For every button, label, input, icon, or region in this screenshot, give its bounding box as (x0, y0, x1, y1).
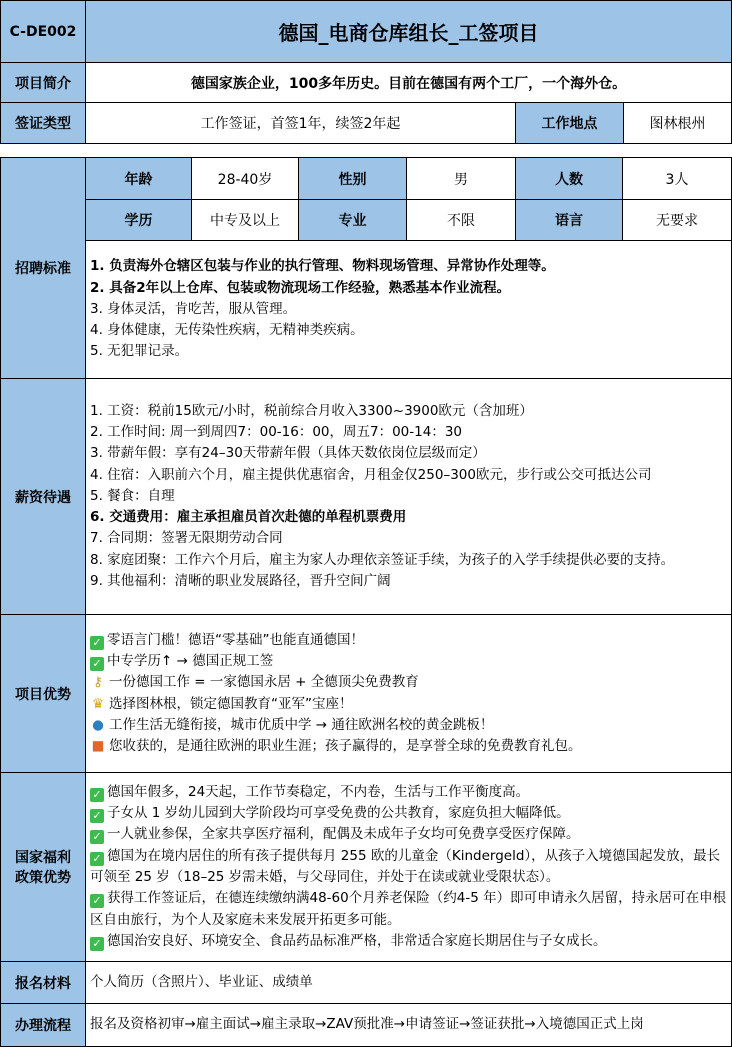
materials-label: 报名材料 (1, 962, 86, 1004)
salary-label: 薪资待遇 (1, 379, 86, 615)
major-value: 不限 (407, 200, 516, 241)
welfare-item: ✓ 子女从 1 岁幼儿园到大学阶段均可享受免费的公共教育，家庭负担大幅降低。 (90, 803, 731, 824)
edu-value: 中专及以上 (192, 200, 299, 241)
project-code: C-DE002 (1, 1, 86, 63)
check-icon: ✓ (90, 830, 104, 844)
welfare-item: ✓ 获得工作签证后，在德连续缴纳满48-60个月养老保险（约4-5 年）即可申请永久居留，持永居可在申根区自由旅行，为个人及家庭未来发展开拓更多可能。 (90, 890, 727, 928)
salary-line: 7. 合同期：签署无限期劳动合同 (90, 530, 283, 547)
recruit-requirements (86, 241, 732, 379)
gender-value: 男 (407, 158, 516, 200)
check-icon: ✓ (90, 788, 104, 802)
check-icon: ✓ (90, 852, 104, 866)
salary-line: 5. 餐食：自理 (90, 487, 175, 504)
recruit-line: 2. 具备2年以上仓库、包装或物流现场工作经验，熟悉基本作业流程。 (90, 279, 511, 296)
salary-line: 4. 住宿：入职前六个月，雇主提供优惠宿舍，月租金仅250–300欧元，步行或公交可抵达公司 (90, 466, 652, 483)
process-value: 报名及资格初审→雇主面试→雇主录取→ZAV预批准→申请签证→签证获批→入境德国正式上岗 (86, 1004, 732, 1047)
check-icon: ✓ (90, 636, 104, 650)
key-icon: ⚷ (93, 674, 103, 691)
count-value: 3人 (623, 158, 732, 200)
advantage-item: ✓ 中专学历↑ → 德国正规工签 (90, 651, 731, 672)
gender-label: 性别 (299, 158, 407, 200)
advantage-item: ■ 您收获的，是通往欧洲的职业生涯；孩子赢得的，是享誉全球的免费教育礼包。 (90, 736, 731, 757)
salary-line: 6. 交通费用：雇主承担雇员首次赴德的单程机票费用 (90, 509, 407, 526)
materials-value: 个人简历（含照片）、毕业证、成绩单 (86, 962, 732, 1004)
check-icon: ✓ (90, 937, 104, 951)
count-label: 人数 (516, 158, 623, 200)
salary-line: 8. 家庭团聚：工作六个月后，雇主为家人办理依亲签证手续，为孩子的入学手续提供必要的支持。 (90, 551, 675, 568)
major-label: 专业 (299, 200, 407, 241)
lang-label: 语言 (516, 200, 623, 241)
salary-line: 1. 工资：税前15欧元/小时，税前综合月收入3300~3900欧元（含加班） (90, 402, 533, 419)
location-value: 图林根州 (624, 103, 732, 144)
salary-details (86, 379, 732, 615)
lang-value: 无要求 (623, 200, 732, 241)
salary-line: 3. 带薪年假：享有24–30天带薪年假（具体天数依岗位层级而定） (90, 445, 486, 462)
welfare-item: ✓ 德国年假多，24天起，工作节奏稳定，不内卷，生活与工作平衡度高。 (90, 782, 731, 803)
gift-icon: ■ (91, 738, 105, 755)
age-value: 28-40岁 (192, 158, 299, 200)
process-label: 办理流程 (1, 1004, 86, 1047)
welfare-item: ✓ 德国为在境内居住的所有孩子提供每月 255 欧的儿童金（Kindergeld），从孩子入境德国起发放，最长可领至 25 岁（18–25 岁需未婚，与父母同住，并处于在读或就业受限状态）。 (90, 847, 721, 885)
edu-label: 学历 (86, 200, 192, 241)
header-table (0, 0, 732, 144)
salary-line: 9. 其他福利：清晰的职业发展路径，晋升空间广阔 (90, 573, 391, 590)
recruit-line: 1. 负责海外仓辖区包装与作业的执行管理、物料现场管理、异常协作处理等。 (90, 258, 555, 275)
page-title: 德国_电商仓库组长_工签项目 (86, 1, 732, 63)
advantages-list (86, 615, 732, 773)
check-icon: ✓ (90, 657, 104, 671)
advantage-item: ⚷ 一份德国工作 = 一家德国永居 + 全德顶尖免费教育 (90, 672, 731, 693)
salary-line: 2. 工作时间: 周一到周四7：00-16：00，周五7：00-14：30 (90, 423, 463, 440)
advantages-label: 项目优势 (1, 615, 86, 773)
welfare-item: ✓ 一人就业参保，全家共享医疗福利，配偶及未成年子女均可免费享受医疗保障。 (90, 824, 731, 845)
recruit-line: 4. 身体健康，无传染性疾病，无精神类疾病。 (90, 322, 364, 339)
age-label: 年龄 (86, 158, 192, 200)
advantage-item: ✓ 零语言门槛！德语“零基础”也能直通德国！ (90, 630, 731, 651)
visa-label: 签证类型 (1, 103, 86, 144)
advantage-item: ● 工作生活无缝衔接，城市优质中学 → 通往欧洲名校的黄金跳板！ (90, 715, 731, 736)
intro-label: 项目简介 (1, 63, 86, 103)
welfare-item: ✓ 德国治安良好、环境安全、食品药品标准严格，非常适合家庭长期居住与子女成长。 (90, 931, 731, 952)
visa-value: 工作签证，首签1年，续签2年起 (86, 103, 516, 144)
welfare-label: 国家福利 政策优势 (1, 773, 86, 962)
check-icon: ✓ (90, 809, 104, 823)
recruit-line: 3. 身体灵活，肯吃苦，服从管理。 (90, 300, 297, 317)
globe-icon: ● (92, 716, 104, 733)
advantage-item: ♛ 选择图林根，锁定德国教育“亚军”宝座！ (90, 694, 731, 715)
trophy-icon: ♛ (91, 695, 105, 712)
welfare-list (86, 773, 732, 962)
intro-text: 德国家族企业，100多年历史。目前在德国有两个工厂，一个海外仓。 (86, 63, 732, 103)
recruit-line: 5. 无犯罪记录。 (90, 343, 189, 360)
main-table (0, 157, 732, 1047)
location-label: 工作地点 (516, 103, 624, 144)
check-icon: ✓ (90, 894, 104, 908)
recruit-label: 招聘标准 (1, 158, 86, 379)
